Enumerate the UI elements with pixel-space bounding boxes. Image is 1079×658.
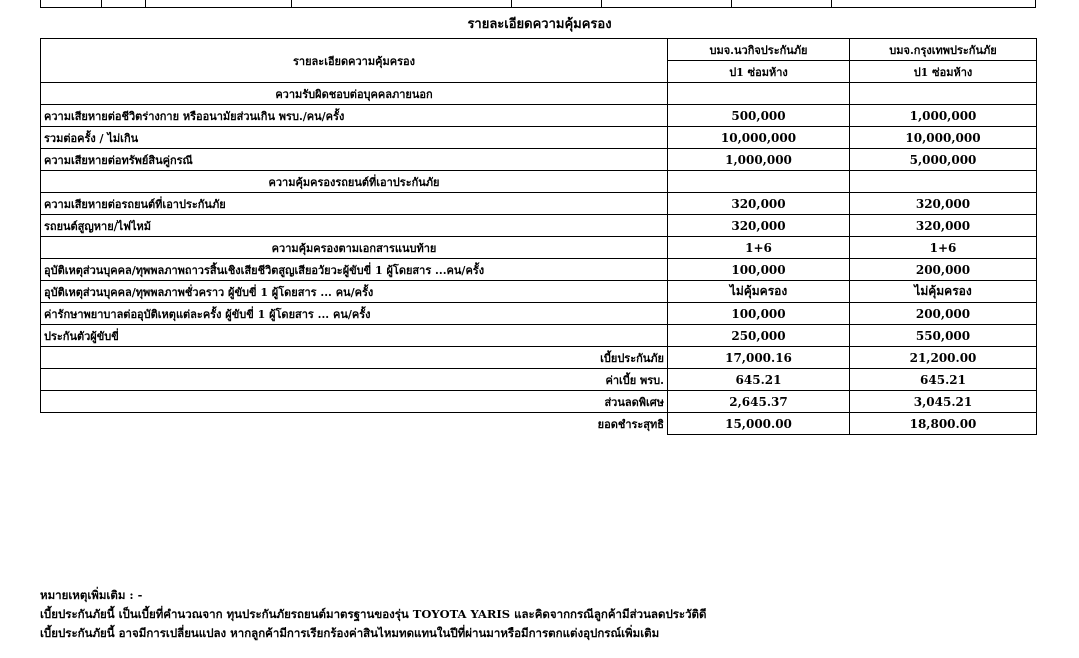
header-company1: บมจ.นวกิจประกันภัย — [668, 39, 850, 61]
value-company1 — [668, 171, 850, 193]
header-plan1: ป1 ซ่อมห้าง — [668, 61, 850, 83]
section-row — [41, 237, 1037, 259]
value-company1: 320,000 — [668, 193, 850, 215]
total-company1: 645.21 — [668, 369, 850, 391]
section-row — [41, 171, 1037, 193]
total-row — [41, 391, 1037, 413]
value-company2 — [850, 171, 1037, 193]
section-label: ความคุ้มครองตามเอกสารแนบท้าย — [41, 237, 668, 259]
total-row — [41, 369, 1037, 391]
header-desc: รายละเอียดความคุ้มครอง — [41, 39, 668, 83]
total-label: ยอดชำระสุทธิ — [41, 413, 668, 435]
row-label: อุบัติเหตุส่วนบุคคล/ทุพพลภาพถาวรสิ้นเชิงเสียชีวิตสูญเสียอวัยวะผู้ขับขี่ 1 ผู้โดยสาร ...คน/ครั้ง — [41, 259, 668, 281]
value-company2: 320,000 — [850, 215, 1037, 237]
total-label: ค่าเบี้ย พรบ. — [41, 369, 668, 391]
value-company1: 10,000,000 — [668, 127, 850, 149]
total-company2: 3,045.21 — [850, 391, 1037, 413]
row-label: ความเสียหายต่อชีวิตร่างกาย หรืออนามัยส่วนเกิน พรบ./คน/ครั้ง — [41, 105, 668, 127]
table-row — [41, 215, 1037, 237]
row-label: รวมต่อครั้ง / ไม่เกิน — [41, 127, 668, 149]
value-company2: 200,000 — [850, 303, 1037, 325]
value-company1: 500,000 — [668, 105, 850, 127]
table-row — [41, 259, 1037, 281]
value-company2: 320,000 — [850, 193, 1037, 215]
notes-heading: หมายเหตุเพิ่มเติม : - — [40, 588, 143, 602]
value-company2 — [850, 83, 1037, 105]
notes-line-1: เบี้ยประกันภัยนี้ เป็นเบี้ยที่คำนวณจาก ทุนประกันภัยรถยนต์มาตรฐานของรุ่น TOYOTA YARIS และคิดจากกรณีลูกค้ามีส่วนลดประวัติดี — [40, 607, 707, 621]
row-label: รถยนต์สูญหาย/ไฟไหม้ — [41, 215, 668, 237]
section-title: รายละเอียดความคุ้มครอง — [467, 17, 612, 32]
header-plan2: ป1 ซ่อมห้าง — [850, 61, 1037, 83]
table-row — [41, 193, 1037, 215]
section-label: ความคุ้มครองรถยนต์ที่เอาประกันภัย — [41, 171, 668, 193]
total-company1: 15,000.00 — [668, 413, 850, 435]
row-label: ประกันตัวผู้ขับขี่ — [41, 325, 668, 347]
value-company2: 1,000,000 — [850, 105, 1037, 127]
value-company1: 1+6 — [668, 237, 850, 259]
value-company2: 10,000,000 — [850, 127, 1037, 149]
value-company1: 1,000,000 — [668, 149, 850, 171]
value-company2: 5,000,000 — [850, 149, 1037, 171]
section-row — [41, 83, 1037, 105]
row-label: ค่ารักษาพยาบาลต่ออุบัติเหตุแต่ละครั้ง ผู้ขับขี่ 1 ผู้โดยสาร ... คน/ครั้ง — [41, 303, 668, 325]
table-row — [41, 149, 1037, 171]
value-company1 — [668, 83, 850, 105]
total-company1: 17,000.16 — [668, 347, 850, 369]
total-row — [41, 347, 1037, 369]
table-row — [41, 303, 1037, 325]
value-company1: 320,000 — [668, 215, 850, 237]
total-label: ส่วนลดพิเศษ — [41, 391, 668, 413]
header-row — [41, 39, 1037, 61]
value-company1: ไม่คุ้มครอง — [668, 281, 850, 303]
table-row — [41, 105, 1037, 127]
total-company2: 645.21 — [850, 369, 1037, 391]
value-company1: 100,000 — [668, 259, 850, 281]
value-company1: 100,000 — [668, 303, 850, 325]
value-company2: ไม่คุ้มครอง — [850, 281, 1037, 303]
value-company2: 200,000 — [850, 259, 1037, 281]
value-company2: 550,000 — [850, 325, 1037, 347]
notes — [40, 586, 707, 643]
row-label: ความเสียหายต่อรถยนต์ที่เอาประกันภัย — [41, 193, 668, 215]
table-row — [41, 281, 1037, 303]
coverage-table — [40, 38, 1037, 435]
total-company2: 18,800.00 — [850, 413, 1037, 435]
header-company2: บมจ.กรุงเทพประกันภัย — [850, 39, 1037, 61]
table-row — [41, 127, 1037, 149]
previous-table-bottom-edge — [40, 0, 1036, 8]
total-label: เบี้ยประกันภัย — [41, 347, 668, 369]
section-label: ความรับผิดชอบต่อบุคคลภายนอก — [41, 83, 668, 105]
row-label: ความเสียหายต่อทรัพย์สินคู่กรณี — [41, 149, 668, 171]
value-company2: 1+6 — [850, 237, 1037, 259]
total-company2: 21,200.00 — [850, 347, 1037, 369]
total-company1: 2,645.37 — [668, 391, 850, 413]
notes-line-2: เบี้ยประกันภัยนี้ อาจมีการเปลี่ยนแปลง หากลูกค้ามีการเรียกร้องค่าสินไหมทดแทนในปีที่ผ่านมาหรือมีการตกแต่งอุปกรณ์เพิ่มเติม — [40, 626, 660, 640]
table-row — [41, 325, 1037, 347]
row-label: อุบัติเหตุส่วนบุคคล/ทุพพลภาพชั่วคราว ผู้ขับขี่ 1 ผู้โดยสาร ... คน/ครั้ง — [41, 281, 668, 303]
total-row — [41, 413, 1037, 435]
value-company1: 250,000 — [668, 325, 850, 347]
